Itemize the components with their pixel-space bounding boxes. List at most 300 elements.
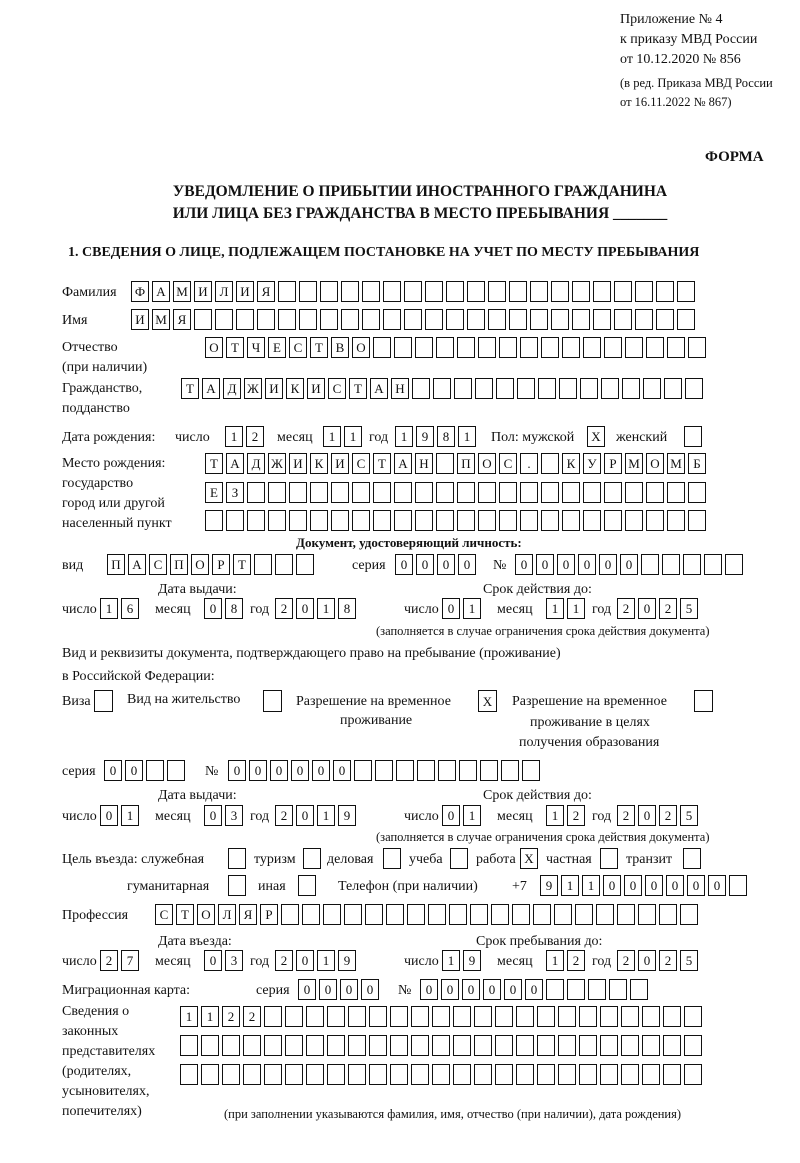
left-day-cells[interactable]: [100, 598, 142, 619]
char-cell[interactable]: 0: [645, 875, 663, 896]
char-cell[interactable]: 0: [296, 950, 314, 971]
char-cell[interactable]: К: [562, 453, 580, 474]
char-cell[interactable]: [278, 281, 296, 302]
char-cell[interactable]: [302, 904, 320, 925]
char-cell[interactable]: [310, 510, 328, 531]
char-cell[interactable]: 1: [546, 805, 564, 826]
char-cell[interactable]: [432, 1035, 450, 1056]
birth-year-cells[interactable]: [395, 426, 479, 447]
char-cell[interactable]: О: [646, 453, 664, 474]
char-cell[interactable]: [278, 309, 296, 330]
char-cell[interactable]: [495, 1035, 513, 1056]
char-cell[interactable]: [412, 378, 430, 399]
char-cell[interactable]: 2: [275, 805, 293, 826]
trp-checkbox[interactable]: [478, 690, 500, 712]
char-cell[interactable]: [303, 848, 321, 869]
char-cell[interactable]: [562, 482, 580, 503]
char-cell[interactable]: [537, 1035, 555, 1056]
char-cell[interactable]: [684, 1035, 702, 1056]
char-cell[interactable]: 0: [441, 979, 459, 1000]
char-cell[interactable]: 2: [100, 950, 118, 971]
char-cell[interactable]: [425, 309, 443, 330]
char-cell[interactable]: [622, 378, 640, 399]
char-cell[interactable]: [331, 510, 349, 531]
char-cell[interactable]: 0: [442, 805, 460, 826]
char-cell[interactable]: Н: [391, 378, 409, 399]
char-cell[interactable]: [635, 309, 653, 330]
left-year-cells[interactable]: [275, 598, 359, 619]
citizenship-cells[interactable]: [181, 378, 706, 399]
char-cell[interactable]: [593, 281, 611, 302]
char-cell[interactable]: [684, 426, 702, 447]
char-cell[interactable]: [601, 378, 619, 399]
char-cell[interactable]: Я: [173, 309, 191, 330]
doc-series-cells[interactable]: [395, 554, 479, 575]
char-cell[interactable]: [663, 1035, 681, 1056]
char-cell[interactable]: [365, 904, 383, 925]
char-cell[interactable]: [643, 378, 661, 399]
char-cell[interactable]: О: [352, 337, 370, 358]
char-cell[interactable]: [396, 760, 414, 781]
char-cell[interactable]: [341, 309, 359, 330]
char-cell[interactable]: [558, 1035, 576, 1056]
char-cell[interactable]: 0: [437, 554, 455, 575]
char-cell[interactable]: [625, 482, 643, 503]
char-cell[interactable]: [499, 482, 517, 503]
char-cell[interactable]: 1: [225, 426, 243, 447]
char-cell[interactable]: X: [587, 426, 605, 447]
char-cell[interactable]: [667, 510, 685, 531]
char-cell[interactable]: [685, 378, 703, 399]
char-cell[interactable]: 1: [317, 805, 335, 826]
char-cell[interactable]: А: [370, 378, 388, 399]
purpose-tourism-checkbox[interactable]: [303, 848, 324, 869]
char-cell[interactable]: 1: [582, 875, 600, 896]
char-cell[interactable]: [641, 554, 659, 575]
char-cell[interactable]: [558, 1064, 576, 1085]
char-cell[interactable]: [226, 510, 244, 531]
char-cell[interactable]: [583, 337, 601, 358]
left-month-cells[interactable]: [204, 598, 246, 619]
char-cell[interactable]: [289, 510, 307, 531]
char-cell[interactable]: [474, 1006, 492, 1027]
left-month-cells[interactable]: [204, 950, 246, 971]
reps-cells-1[interactable]: [180, 1006, 705, 1027]
char-cell[interactable]: [677, 281, 695, 302]
char-cell[interactable]: [474, 1035, 492, 1056]
purpose-transit-checkbox[interactable]: [683, 848, 704, 869]
char-cell[interactable]: А: [152, 281, 170, 302]
char-cell[interactable]: 0: [420, 979, 438, 1000]
char-cell[interactable]: [579, 1006, 597, 1027]
char-cell[interactable]: [583, 510, 601, 531]
char-cell[interactable]: [600, 1064, 618, 1085]
char-cell[interactable]: [588, 979, 606, 1000]
char-cell[interactable]: 9: [338, 950, 356, 971]
char-cell[interactable]: И: [194, 281, 212, 302]
left-day-cells[interactable]: [100, 805, 142, 826]
char-cell[interactable]: [436, 453, 454, 474]
char-cell[interactable]: [478, 510, 496, 531]
char-cell[interactable]: [596, 904, 614, 925]
char-cell[interactable]: [390, 1035, 408, 1056]
char-cell[interactable]: П: [170, 554, 188, 575]
char-cell[interactable]: [438, 760, 456, 781]
char-cell[interactable]: 1: [100, 598, 118, 619]
char-cell[interactable]: О: [478, 453, 496, 474]
char-cell[interactable]: [296, 554, 314, 575]
char-cell[interactable]: [580, 378, 598, 399]
char-cell[interactable]: 1: [561, 875, 579, 896]
char-cell[interactable]: А: [128, 554, 146, 575]
char-cell[interactable]: 0: [525, 979, 543, 1000]
char-cell[interactable]: [285, 1035, 303, 1056]
char-cell[interactable]: [638, 904, 656, 925]
char-cell[interactable]: [663, 1064, 681, 1085]
birthplace-cells-3[interactable]: [205, 510, 709, 531]
right-month-cells[interactable]: [546, 598, 588, 619]
char-cell[interactable]: [201, 1035, 219, 1056]
char-cell[interactable]: [688, 510, 706, 531]
char-cell[interactable]: [394, 337, 412, 358]
char-cell[interactable]: Т: [176, 904, 194, 925]
char-cell[interactable]: М: [625, 453, 643, 474]
char-cell[interactable]: [600, 1006, 618, 1027]
char-cell[interactable]: 0: [515, 554, 533, 575]
char-cell[interactable]: М: [152, 309, 170, 330]
char-cell[interactable]: [264, 1035, 282, 1056]
char-cell[interactable]: Д: [223, 378, 241, 399]
right-day-cells[interactable]: [442, 805, 484, 826]
char-cell[interactable]: 2: [617, 805, 635, 826]
char-cell[interactable]: 0: [638, 598, 656, 619]
char-cell[interactable]: [509, 281, 527, 302]
char-cell[interactable]: [520, 510, 538, 531]
char-cell[interactable]: [404, 309, 422, 330]
char-cell[interactable]: 0: [204, 950, 222, 971]
char-cell[interactable]: Ч: [247, 337, 265, 358]
char-cell[interactable]: [667, 482, 685, 503]
char-cell[interactable]: [205, 510, 223, 531]
char-cell[interactable]: [383, 309, 401, 330]
char-cell[interactable]: М: [667, 453, 685, 474]
residence-permit-checkbox[interactable]: [263, 690, 285, 712]
char-cell[interactable]: X: [520, 848, 538, 869]
char-cell[interactable]: [533, 904, 551, 925]
char-cell[interactable]: [201, 1064, 219, 1085]
char-cell[interactable]: 1: [344, 426, 362, 447]
char-cell[interactable]: [662, 554, 680, 575]
char-cell[interactable]: [285, 1064, 303, 1085]
char-cell[interactable]: В: [331, 337, 349, 358]
char-cell[interactable]: [609, 979, 627, 1000]
char-cell[interactable]: Т: [233, 554, 251, 575]
char-cell[interactable]: 1: [395, 426, 413, 447]
stay-number-cells[interactable]: [228, 760, 543, 781]
char-cell[interactable]: 9: [463, 950, 481, 971]
char-cell[interactable]: 0: [462, 979, 480, 1000]
char-cell[interactable]: [604, 337, 622, 358]
char-cell[interactable]: 1: [458, 426, 476, 447]
char-cell[interactable]: [415, 510, 433, 531]
sex-male-checkbox[interactable]: [587, 426, 608, 447]
char-cell[interactable]: Т: [181, 378, 199, 399]
char-cell[interactable]: И: [289, 453, 307, 474]
char-cell[interactable]: Р: [604, 453, 622, 474]
char-cell[interactable]: С: [289, 337, 307, 358]
phone-cells[interactable]: [540, 875, 750, 896]
char-cell[interactable]: [268, 510, 286, 531]
char-cell[interactable]: 0: [687, 875, 705, 896]
char-cell[interactable]: [146, 760, 164, 781]
char-cell[interactable]: [306, 1006, 324, 1027]
char-cell[interactable]: [436, 337, 454, 358]
char-cell[interactable]: [348, 1064, 366, 1085]
char-cell[interactable]: [411, 1064, 429, 1085]
char-cell[interactable]: 0: [536, 554, 554, 575]
purpose-private-checkbox[interactable]: [600, 848, 621, 869]
char-cell[interactable]: [625, 510, 643, 531]
char-cell[interactable]: Т: [373, 453, 391, 474]
char-cell[interactable]: 0: [638, 805, 656, 826]
surname-cells[interactable]: [131, 281, 698, 302]
char-cell[interactable]: [677, 309, 695, 330]
char-cell[interactable]: Ж: [244, 378, 262, 399]
char-cell[interactable]: [546, 979, 564, 1000]
char-cell[interactable]: [457, 510, 475, 531]
char-cell[interactable]: 0: [442, 598, 460, 619]
char-cell[interactable]: [522, 760, 540, 781]
char-cell[interactable]: [621, 1064, 639, 1085]
char-cell[interactable]: [264, 1006, 282, 1027]
char-cell[interactable]: [394, 482, 412, 503]
char-cell[interactable]: [394, 510, 412, 531]
char-cell[interactable]: [516, 1006, 534, 1027]
char-cell[interactable]: [180, 1035, 198, 1056]
char-cell[interactable]: [684, 1006, 702, 1027]
char-cell[interactable]: [583, 482, 601, 503]
char-cell[interactable]: [621, 1006, 639, 1027]
char-cell[interactable]: [263, 690, 282, 712]
char-cell[interactable]: [680, 904, 698, 925]
char-cell[interactable]: [694, 690, 713, 712]
char-cell[interactable]: [541, 482, 559, 503]
char-cell[interactable]: 0: [125, 760, 143, 781]
char-cell[interactable]: [659, 904, 677, 925]
birth-month-cells[interactable]: [323, 426, 365, 447]
char-cell[interactable]: 0: [298, 979, 316, 1000]
char-cell[interactable]: [289, 482, 307, 503]
char-cell[interactable]: [268, 482, 286, 503]
char-cell[interactable]: 5: [680, 805, 698, 826]
char-cell[interactable]: Ж: [268, 453, 286, 474]
char-cell[interactable]: Т: [310, 337, 328, 358]
char-cell[interactable]: [488, 281, 506, 302]
char-cell[interactable]: [275, 554, 293, 575]
char-cell[interactable]: [281, 904, 299, 925]
doc-kind-cells[interactable]: [107, 554, 317, 575]
char-cell[interactable]: И: [236, 281, 254, 302]
char-cell[interactable]: [496, 378, 514, 399]
char-cell[interactable]: [541, 453, 559, 474]
char-cell[interactable]: 1: [463, 805, 481, 826]
char-cell[interactable]: [572, 309, 590, 330]
char-cell[interactable]: [425, 281, 443, 302]
char-cell[interactable]: [264, 1064, 282, 1085]
char-cell[interactable]: [257, 309, 275, 330]
char-cell[interactable]: 0: [228, 760, 246, 781]
char-cell[interactable]: 0: [638, 950, 656, 971]
char-cell[interactable]: [495, 1006, 513, 1027]
char-cell[interactable]: 1: [180, 1006, 198, 1027]
char-cell[interactable]: [299, 309, 317, 330]
char-cell[interactable]: [411, 1006, 429, 1027]
char-cell[interactable]: [567, 979, 585, 1000]
char-cell[interactable]: 2: [275, 950, 293, 971]
char-cell[interactable]: 0: [708, 875, 726, 896]
char-cell[interactable]: Е: [268, 337, 286, 358]
char-cell[interactable]: [593, 309, 611, 330]
name-cells[interactable]: [131, 309, 698, 330]
char-cell[interactable]: [683, 554, 701, 575]
char-cell[interactable]: [310, 482, 328, 503]
char-cell[interactable]: [375, 760, 393, 781]
char-cell[interactable]: [520, 337, 538, 358]
purpose-humanitarian-checkbox[interactable]: [228, 875, 249, 896]
char-cell[interactable]: [562, 337, 580, 358]
char-cell[interactable]: [432, 1006, 450, 1027]
doc-number-cells[interactable]: [515, 554, 746, 575]
char-cell[interactable]: [411, 1035, 429, 1056]
char-cell[interactable]: 2: [659, 805, 677, 826]
char-cell[interactable]: [94, 690, 113, 712]
char-cell[interactable]: [558, 1006, 576, 1027]
char-cell[interactable]: И: [265, 378, 283, 399]
char-cell[interactable]: [664, 378, 682, 399]
profession-cells[interactable]: [155, 904, 701, 925]
char-cell[interactable]: [320, 309, 338, 330]
char-cell[interactable]: [635, 281, 653, 302]
patronymic-cells[interactable]: [205, 337, 709, 358]
purpose-work-checkbox[interactable]: [520, 848, 541, 869]
char-cell[interactable]: [254, 554, 272, 575]
char-cell[interactable]: 0: [416, 554, 434, 575]
char-cell[interactable]: [459, 760, 477, 781]
char-cell[interactable]: 1: [201, 1006, 219, 1027]
char-cell[interactable]: [373, 510, 391, 531]
char-cell[interactable]: [352, 482, 370, 503]
birthplace-cells-1[interactable]: [205, 453, 709, 474]
char-cell[interactable]: [306, 1064, 324, 1085]
char-cell[interactable]: [474, 1064, 492, 1085]
char-cell[interactable]: 1: [463, 598, 481, 619]
char-cell[interactable]: 3: [225, 950, 243, 971]
char-cell[interactable]: З: [226, 482, 244, 503]
char-cell[interactable]: [449, 904, 467, 925]
char-cell[interactable]: [516, 1064, 534, 1085]
char-cell[interactable]: 1: [567, 598, 585, 619]
char-cell[interactable]: [704, 554, 722, 575]
char-cell[interactable]: 0: [458, 554, 476, 575]
trp-edu-checkbox[interactable]: [694, 690, 716, 712]
char-cell[interactable]: [436, 482, 454, 503]
char-cell[interactable]: [362, 309, 380, 330]
char-cell[interactable]: 0: [340, 979, 358, 1000]
migration-series-cells[interactable]: [298, 979, 382, 1000]
char-cell[interactable]: С: [328, 378, 346, 399]
char-cell[interactable]: [499, 337, 517, 358]
char-cell[interactable]: Т: [205, 453, 223, 474]
char-cell[interactable]: А: [394, 453, 412, 474]
char-cell[interactable]: [348, 1035, 366, 1056]
char-cell[interactable]: 9: [416, 426, 434, 447]
char-cell[interactable]: 0: [603, 875, 621, 896]
char-cell[interactable]: [415, 337, 433, 358]
char-cell[interactable]: [614, 281, 632, 302]
char-cell[interactable]: 2: [275, 598, 293, 619]
char-cell[interactable]: Н: [415, 453, 433, 474]
char-cell[interactable]: П: [107, 554, 125, 575]
char-cell[interactable]: [373, 337, 391, 358]
migration-number-cells[interactable]: [420, 979, 651, 1000]
char-cell[interactable]: [667, 337, 685, 358]
char-cell[interactable]: [390, 1064, 408, 1085]
char-cell[interactable]: И: [307, 378, 325, 399]
char-cell[interactable]: К: [286, 378, 304, 399]
char-cell[interactable]: [407, 904, 425, 925]
right-year-cells[interactable]: [617, 598, 701, 619]
char-cell[interactable]: 2: [617, 950, 635, 971]
char-cell[interactable]: [725, 554, 743, 575]
char-cell[interactable]: [453, 1064, 471, 1085]
char-cell[interactable]: Д: [247, 453, 265, 474]
char-cell[interactable]: Р: [212, 554, 230, 575]
purpose-official-checkbox[interactable]: [228, 848, 249, 869]
char-cell[interactable]: [285, 1006, 303, 1027]
stay-series-cells[interactable]: [104, 760, 188, 781]
char-cell[interactable]: [404, 281, 422, 302]
purpose-business-checkbox[interactable]: [383, 848, 404, 869]
char-cell[interactable]: А: [202, 378, 220, 399]
char-cell[interactable]: [646, 510, 664, 531]
char-cell[interactable]: [383, 281, 401, 302]
char-cell[interactable]: Т: [349, 378, 367, 399]
char-cell[interactable]: [729, 875, 747, 896]
char-cell[interactable]: 1: [121, 805, 139, 826]
char-cell[interactable]: [625, 337, 643, 358]
char-cell[interactable]: [656, 309, 674, 330]
char-cell[interactable]: [298, 875, 316, 896]
char-cell[interactable]: 5: [680, 950, 698, 971]
char-cell[interactable]: 0: [333, 760, 351, 781]
char-cell[interactable]: [369, 1035, 387, 1056]
char-cell[interactable]: 8: [338, 598, 356, 619]
purpose-study-checkbox[interactable]: [450, 848, 471, 869]
birthplace-cells-2[interactable]: [205, 482, 709, 503]
char-cell[interactable]: [683, 848, 701, 869]
char-cell[interactable]: О: [205, 337, 223, 358]
char-cell[interactable]: 6: [121, 598, 139, 619]
char-cell[interactable]: [509, 309, 527, 330]
char-cell[interactable]: [247, 510, 265, 531]
char-cell[interactable]: [236, 309, 254, 330]
char-cell[interactable]: [614, 309, 632, 330]
left-day-cells[interactable]: [100, 950, 142, 971]
char-cell[interactable]: [369, 1064, 387, 1085]
char-cell[interactable]: [512, 904, 530, 925]
char-cell[interactable]: 0: [291, 760, 309, 781]
char-cell[interactable]: [453, 1006, 471, 1027]
